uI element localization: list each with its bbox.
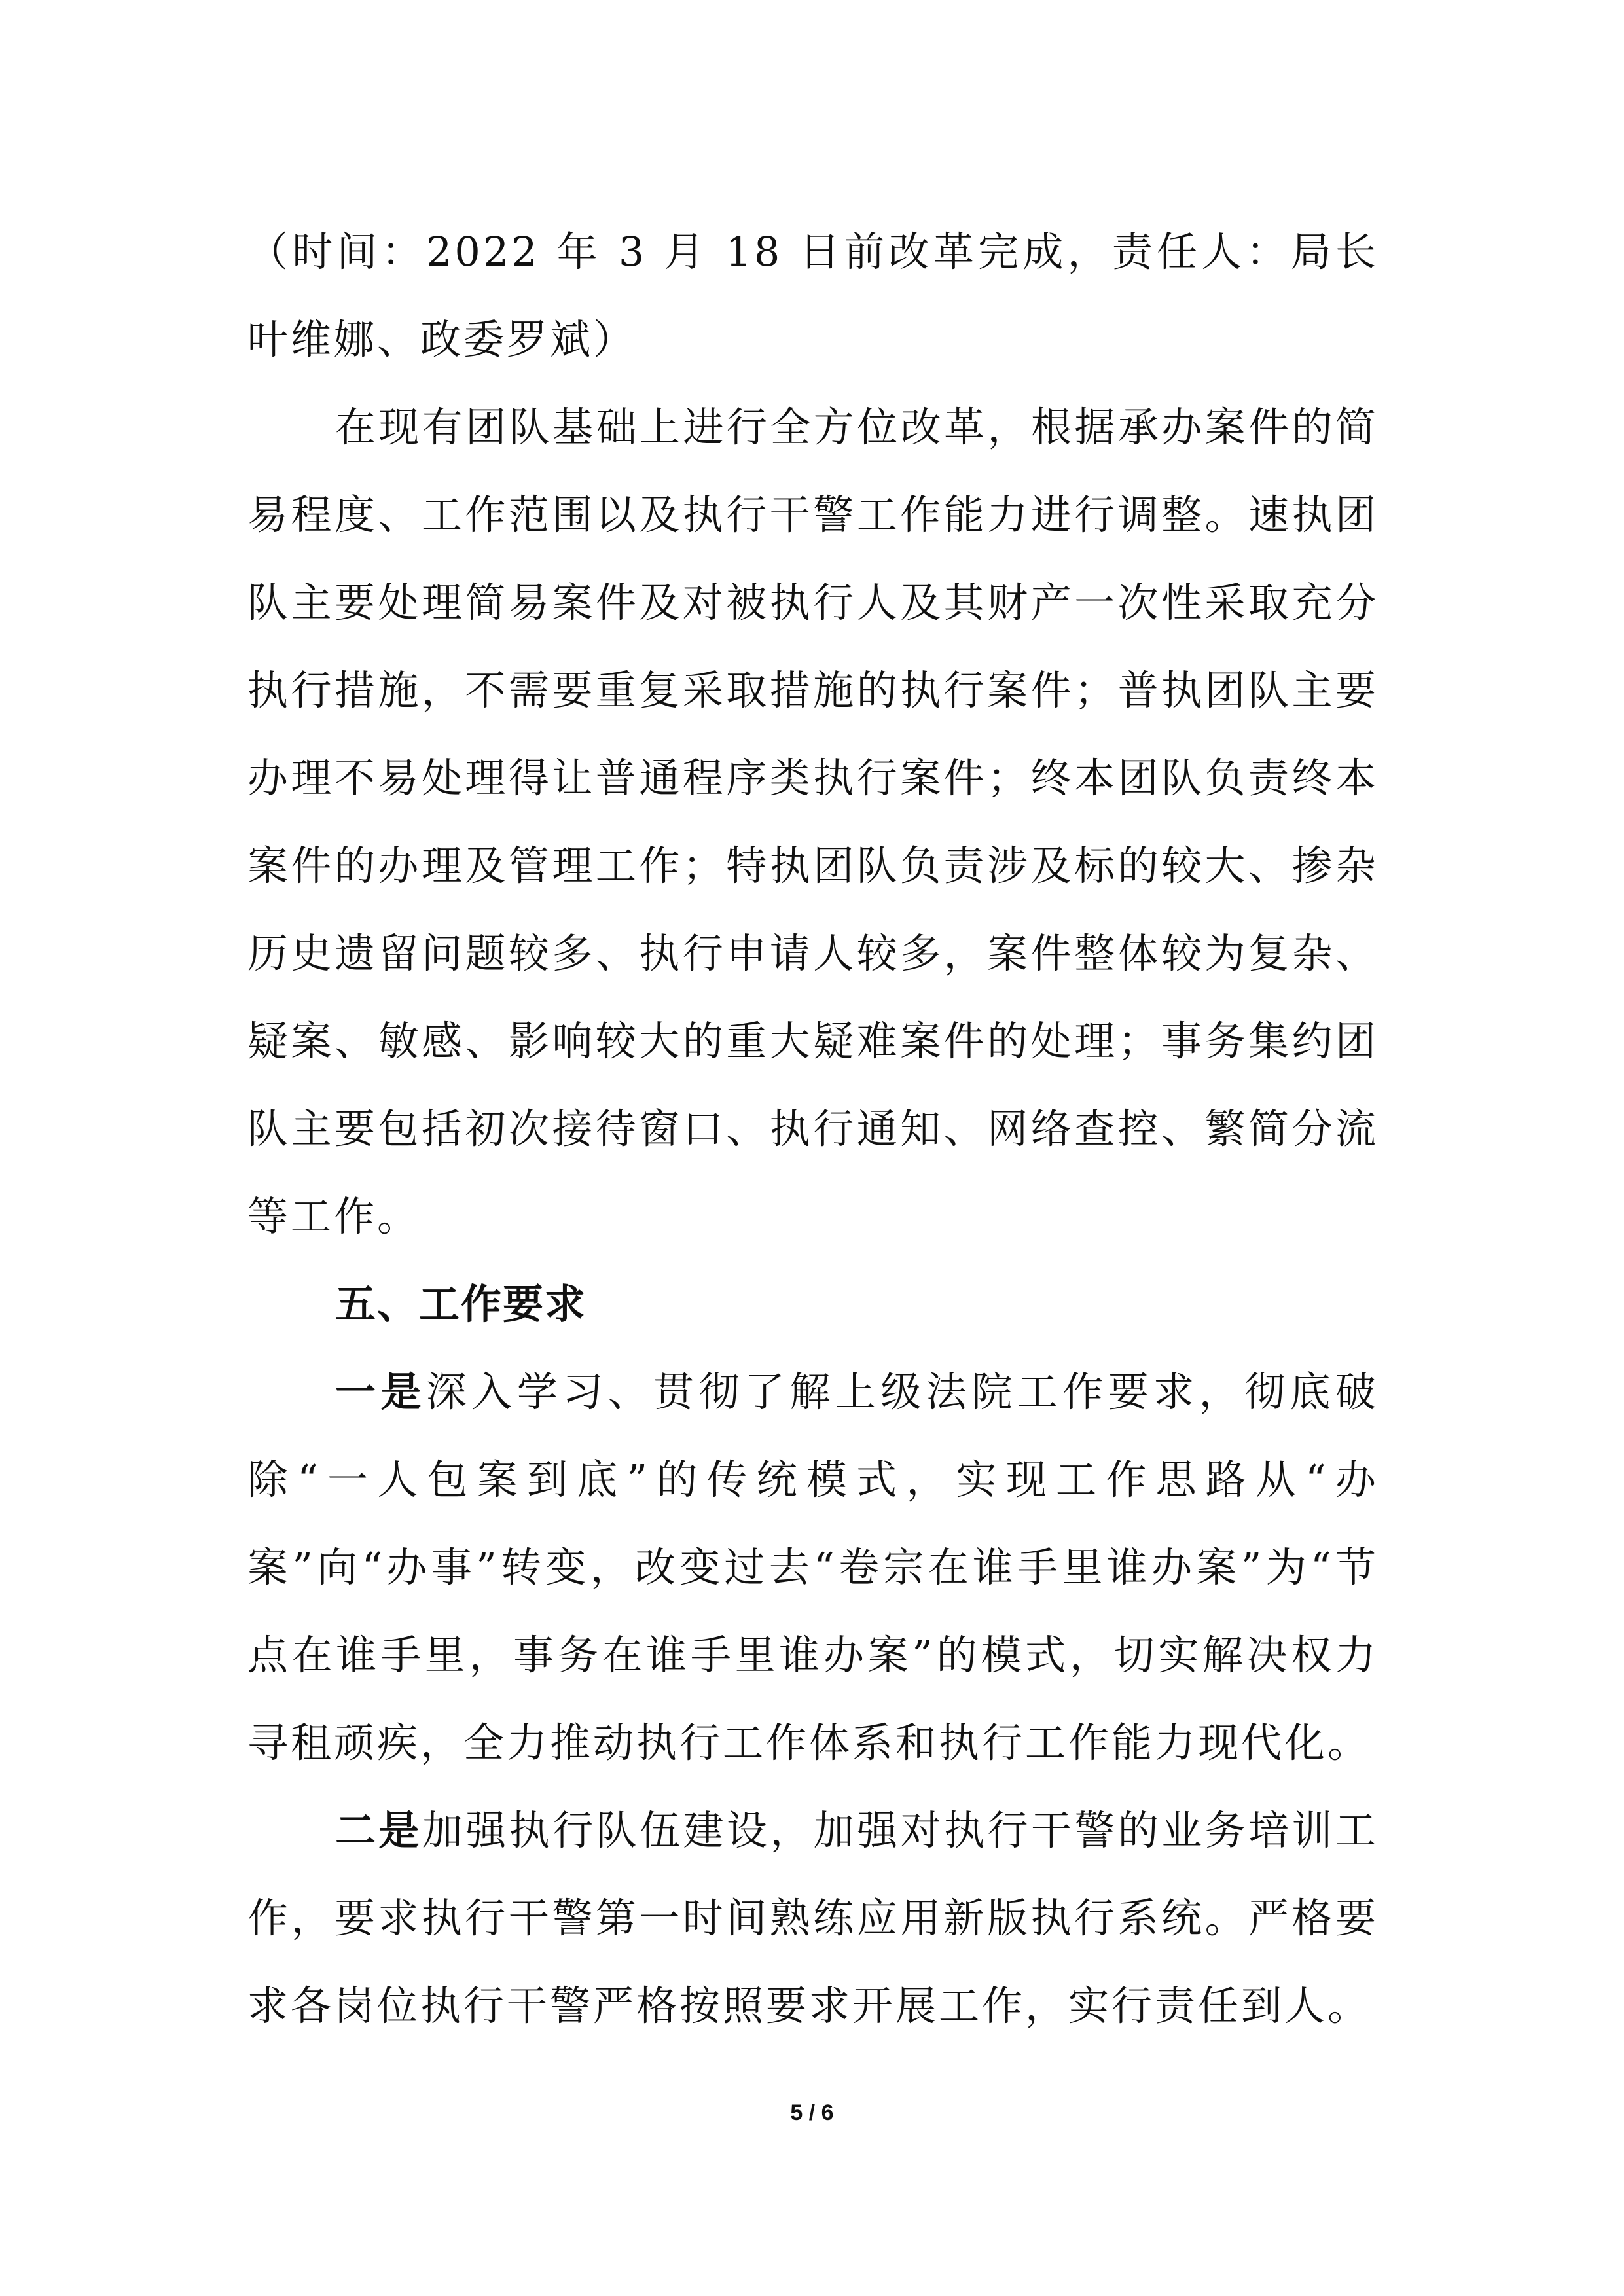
section-heading-work-requirements: 五、工作要求: [335, 1280, 587, 1328]
document-body: [247, 208, 1379, 2050]
reform-description-paragraph: 在现有团队基础上进行全方位改革，根据承办案件的简易程度、工作范围以及执行干警工作能力进行调整。速执团队主要处理简易案件及对被执行人及其财产一次性采取充分执行措施，不需要重复采取措施的执行案件；普执团队主要办理不易处理得让普通程序类执行案件；终本团队负责终本案件的办理及管理工作；特执团队负责涉及标的较大、掺杂历史遗留问题较多、执行申请人较多，案件整体较为复杂、疑案、敏感、影响较大的重大疑难案件的处理；事务集约团队主要包括初次接待窗口、执行通知、网络查控、繁简分流等工作。: [247, 403, 1379, 1240]
requirement-paragraph-2: [247, 1787, 1379, 2050]
requirement-lead-2: 二是: [335, 1806, 422, 1854]
page-number: 5 / 6: [790, 2100, 834, 2125]
requirement-paragraph-1: [247, 1348, 1379, 1787]
time-responsibility-note: （时间：2022 年 3 月 18 日前改革完成，责任人：局长叶维娜、政委罗斌）: [247, 228, 1379, 363]
requirement-text-1: 深入学习、贯彻了解上级法院工作要求，彻底破除“一人包案到底”的传统模式，实现工作思路从“办案”向“办事”转变，改变过去“卷宗在谁手里谁办案”为“节点在谁手里，事务在谁手里谁办案”的模式，切实解决权力寻租顽疾，全力推动执行工作体系和执行工作能力现代化。: [247, 1368, 1379, 1767]
requirement-lead-1: 一是: [335, 1368, 426, 1416]
requirement-text-2: 加强执行队伍建设，加强对执行干警的业务培训工作，要求执行干警第一时间熟练应用新版执行系统。严格要求各岗位执行干警严格按照要求开展工作，实行责任到人。: [247, 1806, 1379, 2030]
